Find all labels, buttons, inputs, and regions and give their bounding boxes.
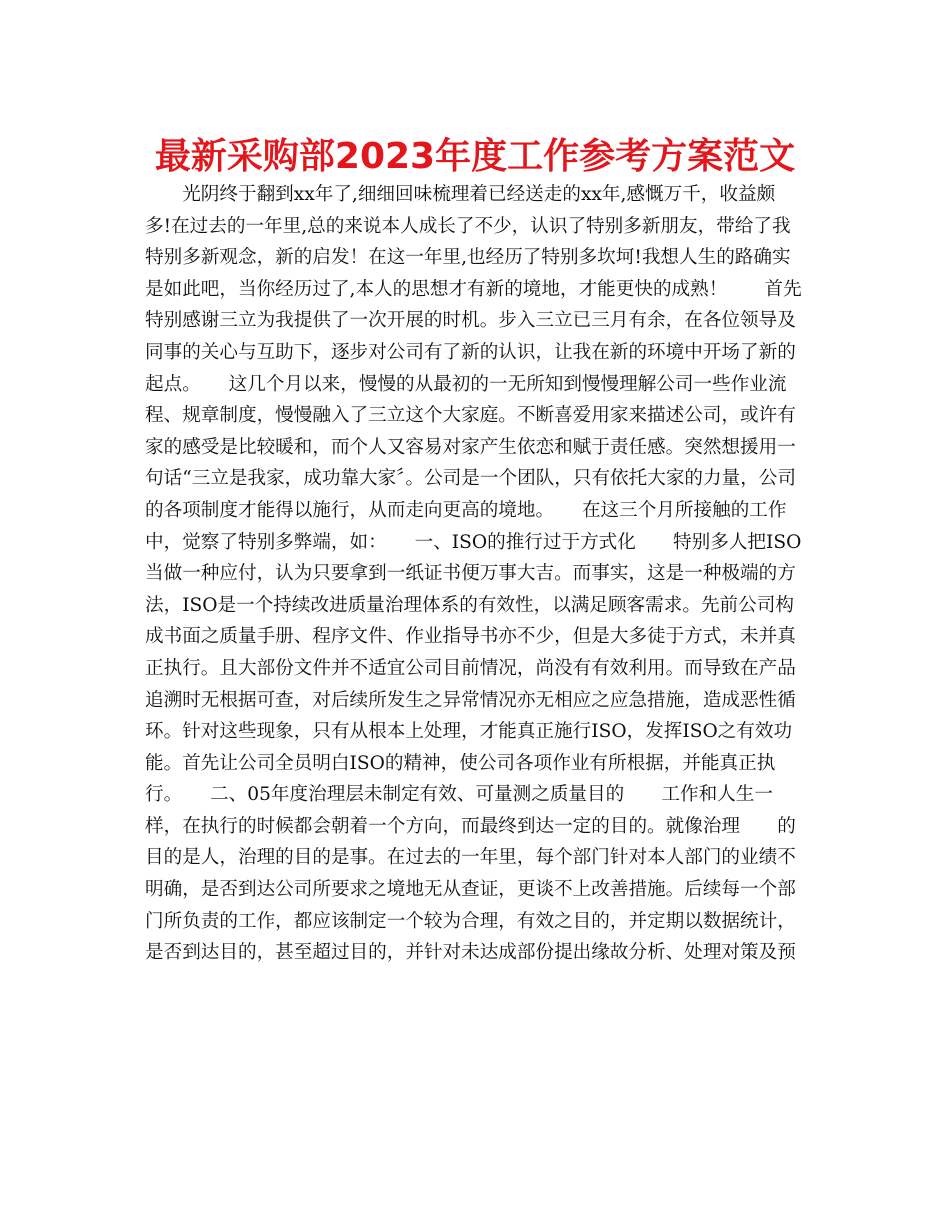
body-line: 程、规章制度，慢慢融入了三立这个大家庭。不断喜爱用家来描述公司，或许有 — [145, 405, 796, 427]
body-line: 能。首先让公司全员明白ISO的精神，使公司各项作业有所根据，并能真正执 — [145, 752, 776, 774]
body-line: 句话“三立是我家，成功靠大家〞。公司是一个团队，只有依托大家的力量，公司 — [145, 468, 796, 490]
document-body — [145, 179, 805, 969]
body-line: 门所负责的工作，都应该制定一个较为合理，有效之目的，并定期以数据统计， — [145, 910, 796, 932]
body-line: 中，觉察了特别多弊端，如： 一、ISO的推行过于方式化 特别多人把ISO — [145, 531, 802, 553]
body-line: 同事的关心与互助下，逐步对公司有了新的认识，让我在新的环境中开场了新的 — [145, 341, 796, 363]
document-title: 最新采购部2023年度工作参考方案范文 — [154, 136, 796, 177]
body-line: 家的感受是比较暖和，而个人又容易对家产生依恋和赋于责任感。突然想援用一 — [145, 436, 796, 458]
body-line: 是否到达目的，甚至超过目的，并针对未达成部份提出缘故分析、处理对策及预 — [145, 942, 796, 964]
body-line: 明确，是否到达公司所要求之境地无从查证，更谈不上改善措施。后续每一个部 — [145, 879, 796, 901]
body-line: 特别感谢三立为我提供了一次开展的时机。步入三立已三月有余，在各位领导及 — [145, 310, 796, 332]
body-line: 起点。 这几个月以来，慢慢的从最初的一无所知到慢慢理解公司一些作业流 — [145, 373, 787, 395]
body-line: 行。 二、05年度治理层未制定有效、可量测之质量目的 工作和人生一 — [145, 784, 773, 806]
body-line: 的各项制度才能得以施行，从而走向更高的境地。 在这三个月所接触的工作 — [145, 499, 787, 521]
body-line: 光阴终于翻到xx年了,细细回味梳理着已经送走的xx年,感慨万千，收益颇 — [145, 184, 776, 205]
body-line: 当做一种应付，认为只要拿到一纸证书便万事大吉。而事实，这是一种极端的方 — [145, 563, 796, 585]
body-line: 环。针对这些现象，只有从根本上处理，才能真正施行ISO，发挥ISO之有效功 — [145, 721, 793, 743]
body-line: 成书面之质量手册、程序文件、作业指导书亦不少，但是大多徒于方式，未并真 — [145, 626, 796, 648]
body-line: 追溯时无根据可查，对后续所发生之异常情况亦无相应之应急措施，造成恶性循 — [145, 689, 796, 711]
body-line: 特别多新观念，新的启发！在这一年里,也经历了特别多坎坷!我想人生的路确实 — [145, 247, 791, 269]
body-line: 是如此吧，当你经历过了,本人的思想才有新的境地，才能更快的成熟！ 首先 — [145, 278, 802, 300]
body-line: 多!在过去的一年里,总的来说本人成长了不少，认识了特别多新朋友，带给了我 — [145, 215, 791, 237]
body-line: 正执行。且大部份文件并不适宜公司目前情况，尚没有有效利用。而导致在产品 — [145, 657, 796, 679]
body-line: 目的是人，治理的目的是事。在过去的一年里，每个部门针对本人部门的业绩不 — [145, 847, 796, 869]
body-line: 样，在执行的时候都会朝着一个方向，而最终到达一定的目的。就像治理 的 — [145, 815, 796, 837]
body-line: 法，ISO是一个持续改进质量治理体系的有效性，以满足顾客需求。先前公司构 — [145, 594, 794, 616]
